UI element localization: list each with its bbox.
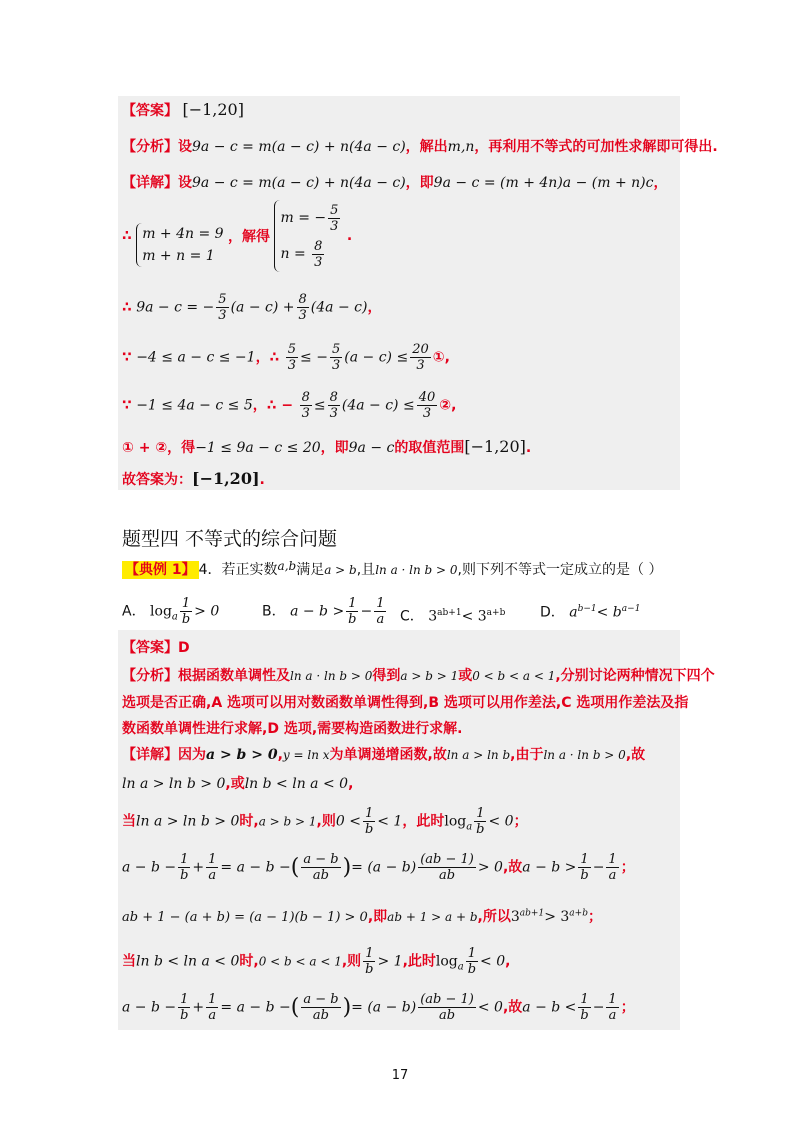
frac-den: b	[580, 868, 589, 883]
frac-num: (ab − 1)	[420, 992, 474, 1007]
case-text: ,此时	[402, 953, 436, 970]
frac-den: 3	[314, 254, 323, 270]
math-expr: (4a − c) ≤	[341, 397, 415, 414]
case-text: ,则	[316, 813, 336, 830]
case-text: ,故	[502, 999, 523, 1016]
detail-line-2b	[122, 773, 353, 793]
detail-text: 设	[178, 175, 192, 191]
case-text: ；	[620, 859, 635, 876]
option-b[interactable]	[262, 596, 388, 627]
frac-den: ab	[312, 1008, 329, 1023]
frac-den: b	[181, 612, 191, 627]
frac-num: 1	[580, 992, 589, 1007]
math-expr: a − b >	[290, 603, 345, 620]
math-expr: a,b	[277, 559, 297, 573]
math-expr: ln a > ln b > 0	[122, 776, 226, 792]
frac-den: b	[364, 822, 374, 837]
case-text: ；	[513, 813, 528, 830]
combo-line	[122, 292, 381, 323]
math-expr: > 0	[477, 859, 503, 876]
math-expr: ln a > ln b	[446, 748, 511, 762]
because-symbol: ∵	[122, 349, 132, 366]
detail-label: 【详解】	[122, 175, 178, 191]
case-text: ，此时	[402, 813, 445, 830]
option-a-label: A．	[122, 603, 146, 620]
frac-num: 1	[476, 806, 485, 821]
therefore-text: ，∴	[255, 349, 280, 366]
frac-den: 3	[301, 406, 310, 421]
math-expr: +	[192, 999, 205, 1016]
frac-num: 1	[181, 596, 191, 611]
math-expr: a − b −	[122, 999, 177, 1016]
case2b-line: a − b − $\frac{1}{b}$ + $\frac{1}{a}$ = a − b −( $\frac{a - b}{ab}$ )= (a − b) $\frac{(ab - 1)}{ab}$ < 0,故a − b < $\frac{1}{b}$ − $\frac{1}{a}$ ；	[122, 992, 635, 1023]
answer-label: 【答案】	[122, 103, 178, 119]
analysis-text: ,分别讨论两种情况下四个	[555, 668, 715, 684]
math-expr: 9a − c = m(a − c) + n(4a − c)	[192, 175, 406, 191]
math-expr: [−1,20]	[464, 437, 526, 456]
equation-system	[136, 223, 223, 267]
frac-den: b	[580, 1008, 589, 1023]
solution-m: m = − $\frac{5}{3}$	[280, 202, 339, 234]
math-expr: ln a · ln b > 0	[543, 748, 626, 762]
option-d[interactable]	[540, 596, 640, 622]
math-expr: ln a · ln b > 0	[290, 669, 373, 683]
math-expr: 0 < b < a < 1	[472, 669, 556, 683]
frac-num: 8	[298, 292, 307, 307]
analysis-text: ，解出	[405, 139, 448, 155]
frac-num: 20	[412, 342, 429, 357]
case-text: 当	[122, 953, 136, 970]
option-c-label: C．	[400, 608, 424, 625]
period: .	[525, 440, 532, 456]
frac-den: 3	[329, 406, 338, 421]
option-d-label: D．	[540, 604, 565, 621]
question-text: 满足	[296, 562, 325, 578]
math-expr: < 0	[477, 999, 503, 1016]
math-expr: −4 ≤ a − c ≤ −1	[136, 349, 256, 366]
math-expr: m,n	[447, 139, 475, 155]
sum-text: ① + ②，得	[122, 440, 196, 456]
math-expr: y = ln x	[282, 748, 330, 762]
answer-line-1	[122, 100, 244, 120]
frac-den: a	[376, 612, 385, 627]
case-text: ,所以	[477, 909, 511, 925]
section-heading: 题型四 不等式的综合问题	[122, 528, 338, 550]
frac-den: 3	[330, 218, 339, 234]
math-expr: > 3	[544, 909, 570, 925]
math-expr: 0 <	[335, 813, 361, 830]
math-expr: −	[592, 859, 605, 876]
math-expr: ln b < ln a < 0	[136, 953, 240, 970]
frac-num: 1	[376, 596, 385, 611]
math-sub: a	[171, 611, 178, 623]
math-expr: (a − c) ≤	[344, 349, 409, 366]
math-expr: 9a − c = −	[136, 299, 215, 316]
question-text: ,且	[356, 562, 376, 578]
frac-den: a	[208, 1008, 217, 1023]
frac-den: ab	[312, 868, 329, 883]
sum-text: 的取值范围	[394, 440, 465, 456]
period: .	[259, 472, 265, 488]
math-expr: > 0	[194, 603, 220, 620]
analysis-line-1	[122, 136, 718, 156]
frac-num: a − b	[303, 852, 339, 867]
example-badge: 【典例 1】	[122, 561, 199, 579]
math-expr: a > b > 0	[206, 747, 278, 763]
frac-den: a	[608, 868, 617, 883]
math-expr: < 1	[377, 813, 403, 830]
math-expr: 9a − c = m(a − c) + n(4a − c)	[192, 139, 406, 155]
detail-text: ,或	[225, 776, 245, 792]
math-expr: < 0	[488, 813, 514, 830]
math-expr: ab + 1 − (a + b) = (a − 1)(b − 1) > 0	[122, 910, 368, 925]
frac-num: 1	[208, 992, 217, 1007]
math-expr: −1 ≤ 4a − c ≤ 5	[136, 397, 253, 414]
option-b-label: B．	[262, 603, 286, 620]
case1-line	[122, 806, 528, 837]
frac-num: 5	[218, 292, 227, 307]
system-line	[122, 200, 352, 272]
frac-num: 1	[348, 596, 357, 611]
math-expr: −	[360, 603, 373, 620]
final-text: 故答案为：	[122, 472, 192, 488]
answer-value: [−1,20]	[182, 100, 244, 119]
frac-den: a	[208, 868, 217, 883]
period: .	[346, 228, 353, 244]
frac-num: 5	[331, 342, 341, 357]
frac-den: ab	[438, 1008, 456, 1023]
analysis-line-2a	[122, 665, 715, 685]
math-expr: 3	[510, 909, 520, 925]
page-number: 17	[391, 1068, 409, 1083]
case-text: 时,	[239, 813, 259, 830]
math-expr: = (a − b)	[351, 999, 417, 1016]
math-expr: 9a − c	[348, 440, 395, 456]
case1c-line	[122, 906, 602, 926]
comma: ，	[367, 299, 382, 316]
frac-num: 5	[287, 342, 297, 357]
math-expr: ln b < ln a < 0	[244, 776, 349, 792]
frac-den: b	[180, 1008, 189, 1023]
detail-text: ,	[348, 776, 354, 792]
math-expr: ≤ −	[300, 349, 328, 366]
solve-text: ，解得	[228, 229, 271, 245]
circle-mark-2: ②,	[439, 397, 457, 414]
frac-den: 3	[298, 308, 307, 323]
frac-den: 3	[416, 358, 425, 373]
frac-den: 3	[218, 308, 227, 323]
analysis-text: ，再利用不等式的可加性求解即可得出.	[474, 139, 718, 155]
frac-den: b	[476, 822, 485, 837]
case-text: 时,	[239, 953, 259, 970]
math-expr: ab + 1 > a + b	[387, 910, 478, 924]
frac-num: 1	[580, 852, 589, 867]
math-expr: $a^{b-1}< b^{a-1}$	[569, 604, 641, 621]
case2-line	[122, 946, 510, 977]
case-text: ,即	[367, 909, 388, 925]
case1b-line: a − b − $\frac{1}{b}$ + $\frac{1}{a}$ = a − b −( $\frac{a - b}{ab}$ )= (a − b) $\frac{(ab - 1)}{ab}$ > 0,故a − b > $\frac{1}{b}$ − $\frac{1}{a}$ ；	[122, 852, 635, 883]
math-expr: a > b	[324, 563, 357, 577]
frac-num: 1	[365, 946, 374, 961]
detail-text: ,	[277, 747, 283, 763]
detail-text: 为单调递增函数,故	[329, 747, 447, 763]
detail-label: 【详解】	[122, 747, 178, 763]
math-expr: +	[192, 859, 205, 876]
detail-text: 因为	[178, 747, 206, 763]
frac-num: 1	[180, 992, 189, 1007]
case-text: ,则	[341, 953, 362, 970]
frac-den: a	[608, 1008, 617, 1023]
case-text: 当	[122, 813, 136, 830]
math-expr: > 1	[377, 953, 403, 970]
math-expr: (a − c) +	[230, 299, 295, 316]
analysis-text: 根据函数单调性及	[178, 668, 290, 684]
option-c[interactable]	[400, 596, 505, 626]
frac-num: 1	[364, 806, 374, 821]
answer-label: 【答案】D	[122, 640, 190, 656]
math-expr: a − b −	[122, 859, 177, 876]
frac-num: a − b	[303, 992, 339, 1007]
answer-line-2	[122, 637, 190, 657]
frac-den: b	[365, 962, 374, 977]
math-expr: < 0	[480, 953, 506, 970]
frac-num: 5	[330, 202, 339, 218]
frac-num: 1	[608, 852, 617, 867]
analysis-text: 设	[178, 139, 192, 155]
analysis-label: 【分析】	[122, 139, 178, 155]
detail-text: ,由于	[510, 747, 544, 763]
analysis-line-2b: 选项是否正确,A 选项可以用对数函数单调性得到,B 选项可以用作差法,C 选项用作差法及指	[122, 695, 689, 711]
math-expr: log	[150, 603, 172, 620]
frac-num: 40	[418, 390, 436, 405]
analysis-text: 得到	[372, 668, 401, 684]
frac-den: 3	[287, 358, 297, 373]
math-expr: $3^{ab+1}< 3^{a+b}$	[428, 608, 506, 625]
frac-den: 3	[331, 358, 341, 373]
math-expr: 0 < b < a < 1	[258, 954, 342, 969]
math-expr: (4a − c)	[310, 299, 368, 316]
therefore-text: ，∴ −	[252, 397, 294, 414]
math-sub: a	[466, 821, 473, 833]
math-expr: ln a > ln b > 0	[136, 813, 240, 830]
frac-num: 1	[608, 992, 617, 1007]
math-expr: = a − b −	[220, 999, 291, 1016]
math-expr: ≤	[313, 397, 326, 414]
math-expr: a > b > 1	[400, 669, 459, 683]
inequality-line-2	[122, 390, 456, 421]
final-answer-line-1	[122, 469, 265, 489]
math-sub: a	[457, 961, 464, 973]
example-line	[122, 559, 662, 579]
math-expr: a > b > 1	[258, 814, 317, 829]
frac-num: 8	[329, 390, 338, 405]
frac-num: 1	[208, 852, 217, 867]
frac-num: 8	[314, 238, 323, 254]
analysis-text: 或	[458, 668, 473, 684]
circle-mark-1: ①,	[432, 349, 450, 366]
math-expr: −	[592, 999, 605, 1016]
frac-den: b	[348, 612, 357, 627]
math-expr: −1 ≤ 9a − c ≤ 20	[195, 440, 321, 456]
math-expr: ln a · ln b > 0	[375, 563, 458, 577]
analysis-label: 【分析】	[122, 668, 178, 684]
detail-text: ，	[653, 175, 668, 191]
inequality-line-1	[122, 342, 450, 373]
question-text: ,则下列不等式一定成立的是（ ）	[457, 562, 663, 578]
detail-text: ,故	[625, 747, 646, 763]
therefore-symbol: ∴	[122, 228, 132, 244]
frac-den: ab	[438, 868, 456, 883]
math-expr: [−1,20]	[192, 469, 260, 488]
detail-line-2a	[122, 744, 645, 764]
frac-den: 3	[422, 406, 432, 421]
sum-line	[122, 437, 531, 457]
detail-line-1	[122, 172, 667, 192]
therefore-symbol: ∴	[122, 299, 132, 316]
frac-num: 1	[467, 946, 477, 961]
frac-den: b	[180, 868, 189, 883]
option-a[interactable]	[122, 596, 219, 627]
frac-den: b	[467, 962, 477, 977]
case-text: ,	[505, 953, 511, 970]
math-expr: = a − b −	[220, 859, 291, 876]
frac-num: (ab − 1)	[420, 852, 474, 867]
analysis-line-2c: 数函数单调性进行求解,D 选项,需要构造函数进行求解.	[122, 721, 463, 737]
solution-n: n = $\frac{8}{3}$	[280, 238, 323, 270]
math-sup: a+b	[569, 908, 588, 919]
equation-1: m + 4n = 9	[142, 226, 224, 242]
because-symbol: ∵	[122, 397, 132, 414]
sum-text: ，即	[320, 440, 349, 456]
frac-num: 8	[301, 390, 310, 405]
frac-num: 1	[180, 852, 189, 867]
math-expr: 9a − c = (m + 4n)a − (m + n)c	[433, 175, 654, 191]
case-text: ,故	[502, 859, 523, 876]
math-expr: log	[444, 813, 467, 830]
math-expr: a − b <	[522, 999, 577, 1016]
detail-text: ，即	[405, 175, 434, 191]
math-expr: a − b >	[522, 859, 577, 876]
math-expr: = (a − b)	[351, 859, 417, 876]
question-text: 4．若正实数	[198, 562, 278, 578]
equation-2: m + n = 1	[142, 248, 215, 264]
case-text: ；	[587, 909, 602, 925]
math-expr: log	[435, 953, 458, 970]
solution-system	[274, 200, 342, 272]
case-text: ；	[620, 999, 635, 1016]
math-sup: ab+1	[519, 908, 545, 919]
